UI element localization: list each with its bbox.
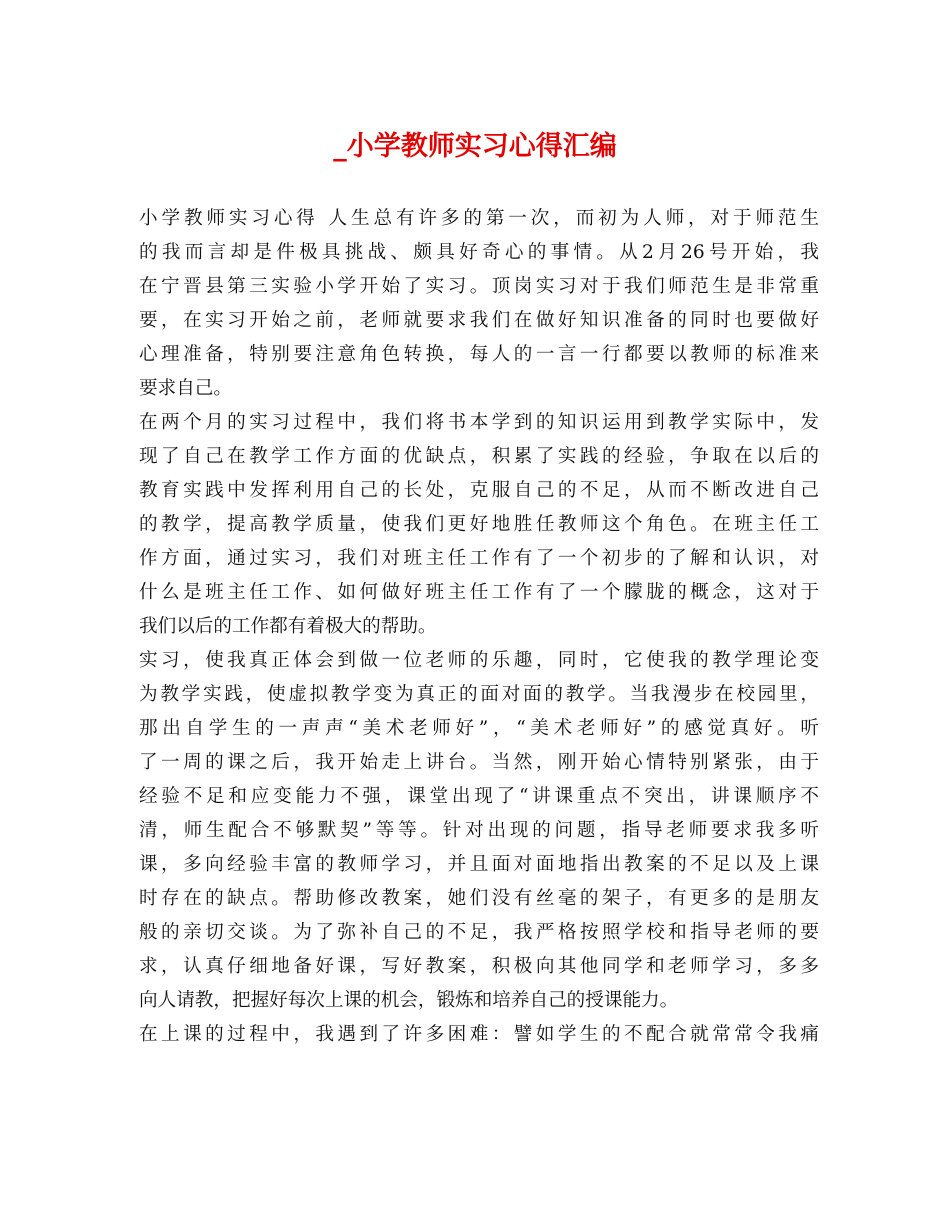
text-line: 的我而言却是件极具挑战、颇具好奇心的事情。从2月26号开始，我: [139, 242, 819, 263]
document-body: [139, 202, 819, 1052]
text-line: 为教学实践，使虚拟教学变为真正的面对面的教学。当我漫步在校园里，: [139, 684, 819, 705]
text-line: 在两个月的实习过程中，我们将书本学到的知识运用到教学实际中，发: [139, 412, 819, 433]
text-line: 课，多向经验丰富的教师学习，并且面对面地指出教案的不足以及上课: [139, 854, 819, 875]
text-line: 实习，使我真正体会到做一位老师的乐趣，同时，它使我的教学理论变: [139, 650, 819, 671]
text-line: 要求自己。: [139, 378, 232, 399]
text-line: 作方面，通过实习，我们对班主任工作有了一个初步的了解和认识，对: [139, 548, 819, 569]
text-line: 现了自己在教学工作方面的优缺点，积累了实践的经验，争取在以后的: [139, 446, 819, 467]
text-line: 在上课的过程中，我遇到了许多困难：譬如学生的不配合就常常令我痛: [139, 1024, 819, 1045]
text-line: 了一周的课之后，我开始走上讲台。当然，刚开始心情特别紧张，由于: [139, 752, 819, 773]
text-line: 清，师生配合不够默契”等等。针对出现的问题，指导老师要求我多听: [139, 820, 819, 841]
text-line: 求，认真仔细地备好课，写好教案，积极向其他同学和老师学习，多多: [139, 956, 819, 977]
text-line: 时存在的缺点。帮助修改教案，她们没有丝毫的架子，有更多的是朋友: [139, 888, 819, 909]
text-line: 心理准备，特别要注意角色转换，每人的一言一行都要以教师的标准来: [139, 344, 819, 365]
text-line: 般的亲切交谈。为了弥补自己的不足，我严格按照学校和指导老师的要: [139, 922, 819, 943]
text-line: 教育实践中发挥利用自己的长处，克服自己的不足，从而不断改进自己: [139, 480, 819, 501]
text-line: 在宁晋县第三实验小学开始了实习。顶岗实习对于我们师范生是非常重: [139, 276, 819, 297]
text-line: 要，在实习开始之前，老师就要求我们在做好知识准备的同时也要做好: [139, 310, 819, 331]
text-line: 小学教师实习心得 人生总有许多的第一次，而初为人师，对于师范生: [139, 208, 819, 229]
text-line: 我们以后的工作都有着极大的帮助。: [139, 616, 437, 637]
text-line: 经验不足和应变能力不强，课堂出现了“讲课重点不突出，讲课顺序不: [139, 786, 819, 807]
document-title: _小学教师实习心得汇编: [333, 131, 617, 162]
text-line: 那出自学生的一声声“美术老师好”，“美术老师好”的感觉真好。听: [139, 718, 819, 739]
text-line: 向人请教，把握好每次上课的机会，锻炼和培养自己的授课能力。: [139, 990, 679, 1011]
text-line: 的教学，提高教学质量，使我们更好地胜任教师这个角色。在班主任工: [139, 514, 819, 535]
text-line: 什么是班主任工作、如何做好班主任工作有了一个朦胧的概念，这对于: [139, 582, 819, 603]
